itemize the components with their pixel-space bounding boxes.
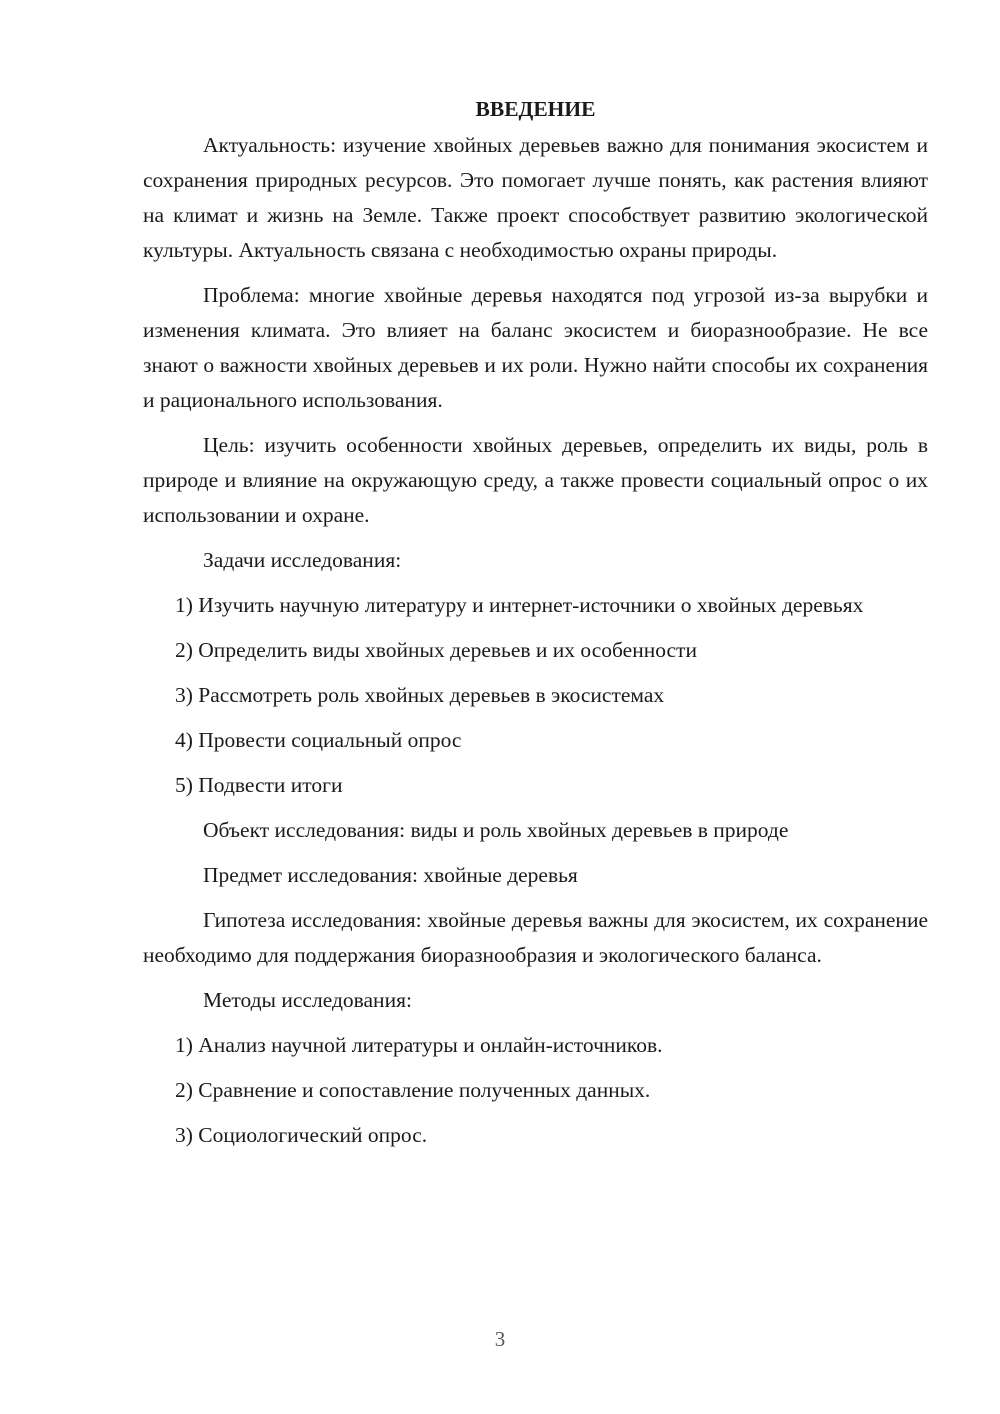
method-item: 1) Анализ научной литературы и онлайн-источников. [175, 1033, 663, 1057]
relevance-paragraph: Актуальность: изучение хвойных деревьев важно для понимания экосистем и сохранения природных ресурсов. Это помогает лучше понять, как растения влияют на климат и жизнь на Земле. Также проект способствует развитию экологической культуры. Актуальность связана с необходимостью охраны природы. [143, 133, 928, 262]
page-number: 3 [494, 1327, 506, 1351]
research-object: Объект исследования: виды и роль хвойных деревьев в природе [203, 818, 789, 842]
task-item: 1) Изучить научную литературу и интернет-источники о хвойных деревьях [175, 593, 864, 617]
hypothesis-paragraph: Гипотеза исследования: хвойные деревья важны для экосистем, их сохранение необходимо для поддержания биоразнообразия и экологического баланса. [143, 908, 928, 967]
tasks-title: Задачи исследования: [203, 548, 402, 572]
task-item: 5) Подвести итоги [175, 773, 343, 797]
task-item: 2) Определить виды хвойных деревьев и их особенности [175, 638, 697, 662]
method-item: 2) Сравнение и сопоставление полученных данных. [175, 1078, 651, 1102]
section-heading: ВВЕДЕНИЕ [475, 97, 596, 121]
methods-title: Методы исследования: [203, 988, 412, 1012]
problem-paragraph: Проблема: многие хвойные деревья находятся под угрозой из-за вырубки и изменения климата. Это влияет на баланс экосистем и биоразнообразие. Не все знают о важности хвойных деревьев и их роли. Нужно найти способы их сохранения и рационального использования. [143, 283, 928, 412]
document-page [143, 92, 928, 1163]
method-item: 3) Социологический опрос. [175, 1123, 428, 1147]
task-item: 3) Рассмотреть роль хвойных деревьев в экосистемах [175, 683, 665, 707]
goal-paragraph: Цель: изучить особенности хвойных деревьев, определить их виды, роль в природе и влияние на окружающую среду, а также провести социальный опрос о их использовании и охране. [143, 433, 928, 527]
research-subject: Предмет исследования: хвойные деревья [203, 863, 578, 887]
task-item: 4) Провести социальный опрос [175, 728, 462, 752]
